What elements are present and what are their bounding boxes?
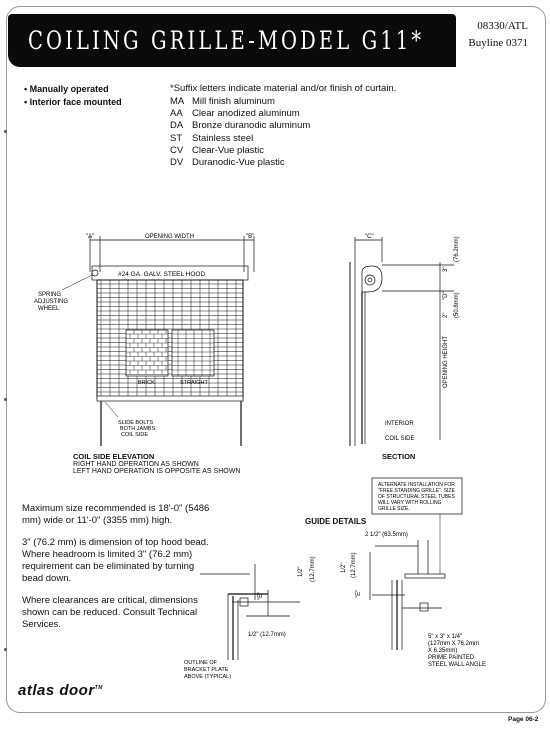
dim-a-label: "A" xyxy=(86,234,95,240)
coil-axle xyxy=(368,278,372,282)
dim-c-label: "C" xyxy=(365,234,374,240)
doc-number: 08330/ATL xyxy=(477,20,528,32)
alt-note-line: ALTERNATE INSTALLATION FOR xyxy=(378,482,455,488)
opening-height-label: OPENING HEIGHT xyxy=(443,335,449,388)
dim-e2-label: "E" xyxy=(356,589,362,598)
finish-label: Duranodic-Vue plastic xyxy=(192,157,285,169)
page-title: COILING GRILLE-MODEL G11* xyxy=(28,26,425,55)
spring-wheel-icon xyxy=(92,270,98,276)
finish-code: ST xyxy=(170,132,183,144)
finish-code: DA xyxy=(170,120,184,132)
angle-label-line: 5" x 3" x 1/4" xyxy=(428,634,463,640)
finish-code: CV xyxy=(170,144,184,156)
coil-roll xyxy=(365,275,375,285)
note-paragraph: 3" (76.2 mm) is dimension of top hood bead. Where headroom is limited 3" (76.2 mm) requirement can be eliminated by turning bead down. xyxy=(22,537,209,584)
elevation-subtitle: RIGHT HAND OPERATION AS SHOWN xyxy=(73,461,199,468)
dim-e-label: "E" xyxy=(258,591,264,600)
dim-half-c-label: 1/2" (12.7mm) xyxy=(248,632,286,638)
coil-side-label: COIL SIDE xyxy=(385,436,415,442)
finish-note: *Suffix letters indicate material and/or finish of curtain. xyxy=(170,83,397,94)
buyline: Buyline 0371 xyxy=(468,37,528,49)
straight-pattern-panel xyxy=(172,330,214,376)
interior-label: INTERIOR xyxy=(385,421,414,427)
bolt-head xyxy=(420,603,428,611)
spring-label-line: WHEEL xyxy=(38,306,60,312)
hood-label: #24 GA. GALV. STEEL HOOD xyxy=(118,271,206,278)
spring-label-line: SPRING xyxy=(38,292,62,298)
dim-2in-mm-label: (50.8mm) xyxy=(454,292,460,318)
dim-3in-mm-label: (76.2mm) xyxy=(454,236,460,262)
dim-b-label: "B" xyxy=(246,234,255,240)
alt-note-line: GRILLE SIZE. xyxy=(378,506,410,512)
angle-label-line: STEEL WALL ANGLE xyxy=(428,662,487,668)
design-notes xyxy=(22,503,212,641)
brick-pattern-panel xyxy=(126,330,168,376)
alt-note-line: WILL VARY WITH ROLLING xyxy=(378,500,442,506)
finish-label: Clear anodized aluminum xyxy=(192,108,300,120)
dim-2half-label: 2 1/2" (63.5mm) xyxy=(365,532,408,538)
finish-label: Mill finish aluminum xyxy=(192,96,275,107)
finish-code: AA xyxy=(170,108,183,120)
dim-2in-label: 2" xyxy=(443,312,449,318)
feature-item: • Manually operated xyxy=(24,84,109,94)
dim-half-a-label: 1/2" xyxy=(298,566,304,577)
slide-bolts-label: BOTH JAMBS xyxy=(120,426,156,432)
brick-label: BRICK xyxy=(138,380,155,386)
angle-label-line: PRIME PAINTED xyxy=(428,655,475,661)
slide-bolts-label: COIL SIDE xyxy=(121,432,148,438)
straight-label: STRAIGHT xyxy=(180,380,208,386)
feature-item: • Interior face mounted xyxy=(24,97,122,107)
bottom-bar xyxy=(97,396,243,401)
guide-details-title: GUIDE DETAILS xyxy=(305,517,367,526)
slide-bolts-label: SLIDE BOLTS xyxy=(118,420,154,426)
bracket-label-line: OUTLINE OF xyxy=(184,660,218,666)
finish-label: Bronze duranodic aluminum xyxy=(192,120,311,132)
page-number: Page 06-2 xyxy=(508,716,539,723)
alt-note-line: "FREE STANDING GRILLE". SIZE xyxy=(378,488,455,494)
dim-3in-label: 3" xyxy=(443,266,449,272)
grille-pattern xyxy=(97,280,243,396)
angle-label-line: (127mm X 76.2mm xyxy=(428,641,480,647)
section-title: SECTION xyxy=(382,452,416,461)
alt-note-line: OF STRUCTURAL STEEL TUBES xyxy=(378,494,455,500)
elevation-caption xyxy=(73,452,240,475)
finish-code: MA xyxy=(170,96,185,107)
elevation-subtitle: LEFT HAND OPERATION IS OPPOSITE AS SHOWN xyxy=(73,468,241,475)
opening-width-label: OPENING WIDTH xyxy=(145,234,194,240)
finish-label: Clear-Vue plastic xyxy=(192,144,264,156)
spring-label-line: ADJUSTING xyxy=(34,299,69,305)
note-paragraph: Maximum size recommended is 18'-0" (5486 mm) wide or 11'-0" (3355 mm) high. xyxy=(22,503,210,526)
section-drawing xyxy=(350,237,454,446)
spring-leader xyxy=(62,275,92,290)
elevation-drawing xyxy=(62,236,254,446)
section-caption xyxy=(382,452,415,461)
elevation-title: COIL SIDE ELEVATION xyxy=(73,452,155,461)
note-paragraph: Where clearances are critical, dimensions shown can be reduced. Consult Technical Services. xyxy=(22,595,198,630)
tube-flange xyxy=(405,574,445,578)
slide-bolts-leader xyxy=(105,402,118,417)
dim-half-b-label: 1/2" xyxy=(341,562,347,573)
dim-d-label: "D" xyxy=(443,291,449,300)
logo-trademark: TM xyxy=(94,685,103,691)
bracket-label-line: ABOVE (TYPICAL) xyxy=(184,674,232,680)
bracket-label-line: BRACKET PLATE xyxy=(184,667,229,673)
finish-code: DV xyxy=(170,157,184,169)
finish-label: Stainless steel xyxy=(192,132,254,144)
logo-text: atlas door xyxy=(18,682,95,699)
dim-half-a-mm-label: (12.7mm) xyxy=(310,556,316,582)
atlas-door-logo xyxy=(18,682,103,699)
angle-label-line: X 6.35mm) xyxy=(428,648,458,654)
dim-half-b-mm-label: (12.7mm) xyxy=(351,552,357,578)
